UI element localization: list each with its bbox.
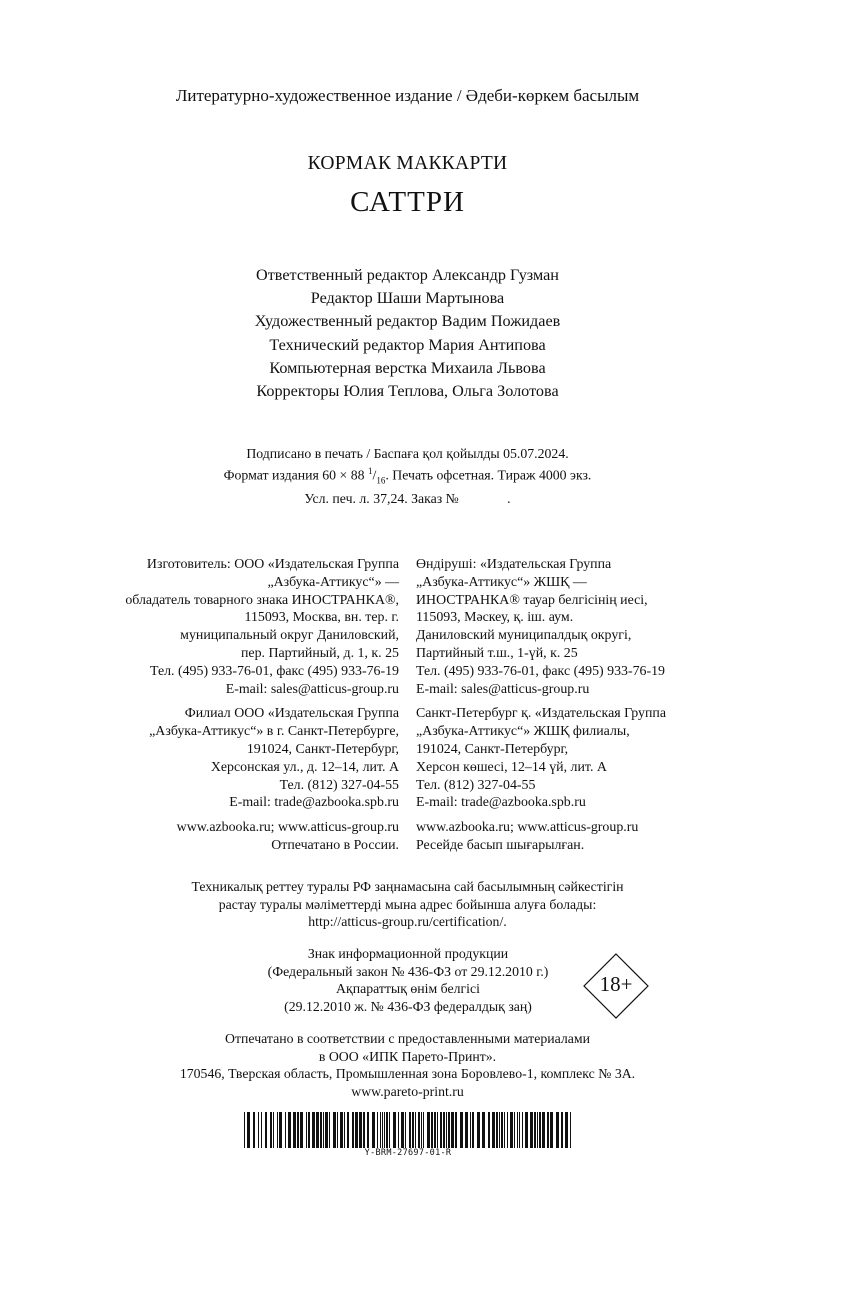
barcode-bar (470, 1112, 471, 1148)
barcode-bar (261, 1112, 262, 1148)
barcode-bar (547, 1112, 549, 1148)
barcode-bar (501, 1112, 503, 1148)
barcode-bar (514, 1112, 515, 1148)
web-ru: www.azbooka.ru; www.atticus-group.ru Отпечатано в России. (176, 820, 399, 853)
barcode-bar (398, 1112, 399, 1148)
credit-line: Художественный редактор Вадим Пожидаев (254, 312, 561, 331)
barcode-bar (550, 1112, 553, 1148)
barcode-bar (534, 1112, 536, 1148)
barcode-bar (312, 1112, 315, 1148)
barcode-bar (519, 1112, 520, 1148)
barcode-bar (389, 1112, 390, 1148)
barcode-bar (347, 1112, 349, 1148)
barcode-bar (431, 1112, 433, 1148)
barcode-bar (412, 1112, 414, 1148)
printing-block: Отпечатано в соответствии с предоставленными материалами в ООО «ИПК Парето-Принт». 170546, Тверская область, Промышленная зона Боровлево-1, комплекс № 3А. www.pareto-print.ru (0, 1030, 815, 1100)
barcode-bar (393, 1112, 396, 1148)
barcode-bar (440, 1112, 442, 1148)
barcode-bar (323, 1112, 324, 1148)
barcode-bar (537, 1112, 538, 1148)
barcode-bar (472, 1112, 474, 1148)
barcode-bar (244, 1112, 245, 1148)
barcode-bar (297, 1112, 299, 1148)
credit-line: Корректоры Юлия Теплова, Ольга Золотова (256, 382, 559, 401)
barcode-bar (482, 1112, 485, 1148)
barcode-bar (570, 1112, 571, 1148)
barcode-bar (344, 1112, 345, 1148)
barcode-bar (359, 1112, 362, 1148)
barcode-bar (308, 1112, 310, 1148)
barcode-bar (329, 1112, 330, 1148)
barcode-bar (434, 1112, 436, 1148)
barcode-bar (522, 1112, 523, 1148)
barcode-bar (499, 1112, 500, 1148)
barcode-bar (530, 1112, 533, 1148)
barcode-bar (401, 1112, 404, 1148)
barcode-bar (279, 1112, 282, 1148)
barcode-bar (340, 1112, 343, 1148)
barcode-bar (556, 1112, 559, 1148)
credits-block (0, 264, 815, 403)
barcode-bar (384, 1112, 385, 1148)
barcode-bar (542, 1112, 545, 1148)
barcode-bar (517, 1112, 518, 1148)
barcode-bar (561, 1112, 563, 1148)
branch-ru: Филиал ООО «Издательская Группа „Азбука-Аттикус“» в г. Санкт-Петербурге, 191024, Санкт-Петербург, Херсонская ул., д. 12–14, лит. А Тел. (812) 327-04-55 E-mail: trade@azbooka.spb.ru (149, 706, 399, 811)
barcode-bar (427, 1112, 430, 1148)
barcode-bar (355, 1112, 358, 1148)
barcode-bar (300, 1112, 303, 1148)
barcode-bar (415, 1112, 416, 1148)
barcode-bar (270, 1112, 272, 1148)
barcode-bar (510, 1112, 513, 1148)
barcode (244, 1112, 572, 1148)
barcode-bar (477, 1112, 480, 1148)
barcode-bar (247, 1112, 250, 1148)
barcode-bar (492, 1112, 495, 1148)
barcode-bar (465, 1112, 468, 1148)
barcode-bar (258, 1112, 259, 1148)
credit-line: Ответственный редактор Александр Гузман (256, 266, 559, 284)
barcode-bar (448, 1112, 450, 1148)
barcode-bar (337, 1112, 338, 1148)
book-title: САТТРИ (350, 186, 465, 218)
credit-line: Компьютерная верстка Михаила Львова (269, 358, 546, 377)
barcode-bar (293, 1112, 296, 1148)
barcode-bar (380, 1112, 381, 1148)
age-rating-badge (583, 953, 649, 1019)
barcode-bar (507, 1112, 508, 1148)
info-sign-block: Знак информационной продукции (Федеральный закон № 436-ФЗ от 29.12.2010 г.) Ақпараттық өнім белгісі (29.12.2010 ж. № 436-ФЗ федералдық заң) (267, 946, 549, 1014)
barcode-bar (320, 1112, 322, 1148)
barcode-bar (443, 1112, 445, 1148)
barcode-bar (455, 1112, 457, 1148)
barcode-bar (382, 1112, 383, 1148)
barcode-bar (316, 1112, 319, 1148)
publication-info (0, 445, 815, 507)
barcode-bar (277, 1112, 278, 1148)
signed-line: Подписано в печать / Баспаға қол қойылды 05.07.2024. (246, 446, 569, 461)
genre-line: Литературно-художественное издание / Әдеби-көркем басылым (175, 86, 640, 105)
barcode-bar (504, 1112, 505, 1148)
barcode-bar (405, 1112, 406, 1148)
barcode-bar (539, 1112, 541, 1148)
barcode-bar (253, 1112, 255, 1148)
author-name: КОРМАК МАККАРТИ (307, 153, 508, 174)
barcode-bar (451, 1112, 454, 1148)
barcode-bar (372, 1112, 375, 1148)
barcode-bar (265, 1112, 267, 1148)
barcode-bar (460, 1112, 463, 1148)
branch-kz: Санкт-Петербург қ. «Издательская Группа „Азбука-Аттикус“» ЖШҚ филиалы, 191024, Санкт-Петербург, Херсон көшесі, 12–14 үй, лит. А Тел. (812) 327-04-55 E-mail: trade@azbooka.spb.ru (416, 706, 667, 811)
credit-line: Технический редактор Мария Антипова (269, 335, 546, 354)
barcode-bar (421, 1112, 422, 1148)
web-kz: www.azbooka.ru; www.atticus-group.ru Ресейде басып шығарылған. (416, 820, 639, 853)
manufacturer-kz: Өндіруші: «Издательская Группа „Азбука-Аттикус“» ЖШҚ — ИНОСТРАНКА® тауар белгісінің иесі, 115093, Мәскеу, қ. іш. аум. Даниловский муниципалдық округі, Партийный т.ш., 1-үй, к. 25 Тел. (495) 933-76-01, факс (495) 933-76-19 E-mail: sales@atticus-group.ru Санкт-Петербург қ. «Издательская Группа „Азбука-Аттикус“» ЖШҚ филиалы, 191024, Санкт-Петербург, Херсон көшесі, 12–14 үй, лит. А Тел. (812) 327-04-55 E-mail: trade@azbooka.spb.ru www.azbooka.ru; www.atticus-group.ru Ресейде басып шығарылған. (416, 557, 667, 853)
barcode-bar (273, 1112, 274, 1148)
barcode-bar (367, 1112, 369, 1148)
barcode-bar (446, 1112, 447, 1148)
barcode-bar (437, 1112, 438, 1148)
barcode-bar (377, 1112, 378, 1148)
barcode-bar (306, 1112, 307, 1148)
credit-line: Редактор Шаши Мартынова (310, 289, 505, 308)
printer-website: www.pareto-print.ru (351, 1083, 464, 1099)
format-line: Формат издания 60 × 88 $^1/_{16}$. Печать офсетная. Тираж 4000 экз. (223, 465, 592, 485)
barcode-bar (525, 1112, 528, 1148)
barcode-bar (423, 1112, 424, 1148)
barcode-bar (565, 1112, 568, 1148)
barcode-bar (488, 1112, 490, 1148)
barcode-bar (386, 1112, 388, 1148)
sheets-line: Усл. печ. л. 37,24. Заказ № . (304, 490, 511, 506)
certification-link: http://atticus-group.ru/certification/. (308, 914, 507, 930)
barcode-bar (409, 1112, 411, 1148)
barcode-bar (285, 1112, 286, 1148)
barcode-bar (496, 1112, 498, 1148)
barcode-bar (333, 1112, 336, 1148)
barcode-bar (363, 1112, 365, 1148)
barcode-bar (288, 1112, 291, 1148)
manufacturer-ru: Изготовитель: ООО «Издательская Группа „Азбука-Аттикус“» — обладатель товарного знака ИНОСТРАНКА®, 115093, Москва, вн. тер. г. муниципальный округ Даниловский, пер. Партийный, д. 1, к. 25 Тел. (495) 933-76-01, факс (495) 933-76-19 E-mail: sales@atticus-group.ru Филиал ООО «Издательская Группа „Азбука-Аттикус“» в г. Санкт-Петербурге, 191024, Санкт-Петербург, Херсонская ул., д. 12–14, лит. А Тел. (812) 327-04-55 E-mail: trade@azbooka.spb.ru www.azbooka.ru; www.atticus-group.ru Отпечатано в России. (125, 557, 399, 853)
certification-block: Техникалық реттеу туралы РФ заңнамасына сай басылымның сәйкестігін растау туралы мәліметтерді мына адрес бойынша алуға болады: http://atticus-group.ru/certification/. (0, 878, 815, 931)
age-rating-label: 18+ (599, 972, 633, 996)
barcode-label: Y-BRM-27697-01-R (364, 1148, 452, 1158)
barcode-bar (325, 1112, 328, 1148)
barcode-bar (418, 1112, 420, 1148)
barcode-bar (352, 1112, 354, 1148)
